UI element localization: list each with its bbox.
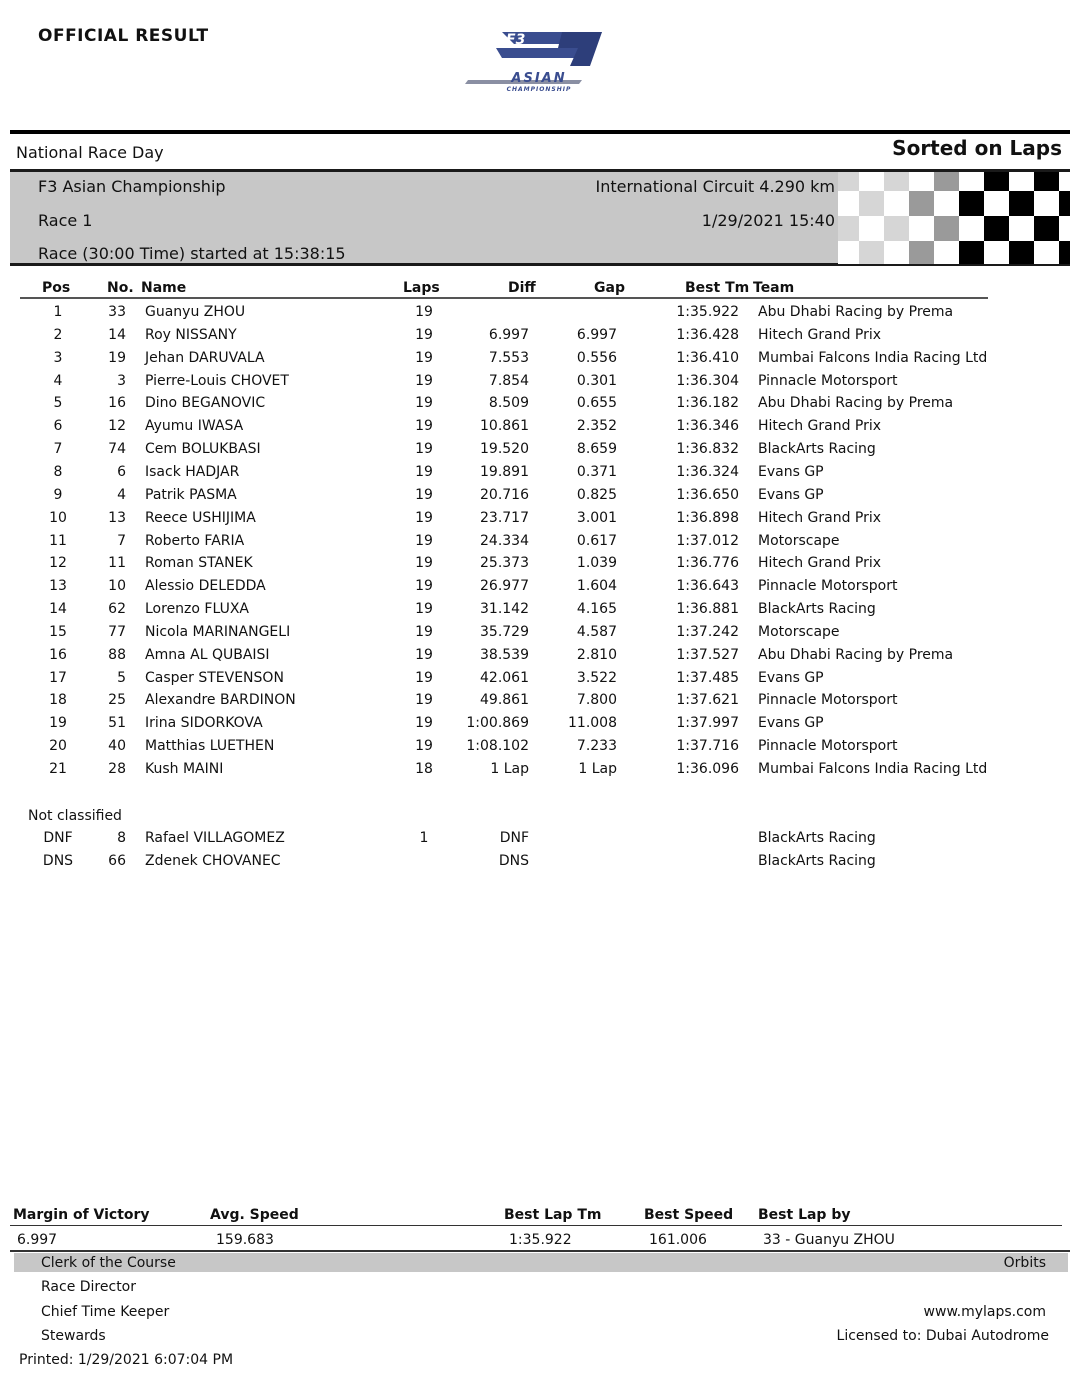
cell-team: Mumbai Falcons India Racing Ltd (758, 349, 988, 366)
cell-gap: 0.655 (576, 395, 617, 412)
cell-team: Evans GP (758, 669, 824, 686)
cell-team: Abu Dhabi Racing by Prema (758, 395, 954, 412)
cell-name: Roberto FARIA (145, 532, 245, 549)
cell-pos: 17 (49, 669, 67, 686)
cell-name: Reece USHIJIMA (145, 509, 256, 526)
cell-gap: 3.001 (576, 509, 617, 526)
cell-name: Casper STEVENSON (145, 669, 284, 686)
table-row (0, 670, 1080, 692)
cell-diff: 1:08.102 (466, 738, 529, 755)
cell-team: Abu Dhabi Racing by Prema (758, 646, 954, 663)
cell-pos: 9 (53, 486, 63, 503)
cell-best: 1:36.346 (676, 418, 739, 435)
cell-no: 77 (108, 623, 126, 640)
cell-gap: 11.008 (568, 715, 617, 732)
checker-square (884, 216, 909, 241)
cell-team: Evans GP (758, 715, 824, 732)
cell-team: Mumbai Falcons India Racing Ltd (758, 761, 988, 777)
official-result-label: OFFICIAL RESULT (38, 26, 209, 46)
cell-laps: 19 (415, 578, 433, 595)
cell-team: Hitech Grand Prix (758, 418, 882, 435)
checker-square (838, 191, 859, 216)
cell-pos: 20 (49, 738, 67, 755)
checker-square (838, 241, 859, 264)
checker-square (984, 172, 1009, 191)
cell-diff: 1 Lap (490, 761, 529, 777)
cell-no: 5 (117, 669, 126, 686)
cell-pos: 18 (49, 692, 67, 709)
cell-no: 7 (117, 532, 126, 549)
cell-best: 1:37.997 (676, 715, 739, 732)
best-lap-by-label: Best Lap by (758, 1207, 851, 1223)
checker-square (859, 241, 884, 264)
cell-pos: 11 (49, 532, 67, 549)
cell-diff: 7.553 (488, 349, 529, 366)
cell-no: 40 (108, 738, 126, 755)
cell-diff: 6.997 (488, 326, 529, 343)
cell-gap: 7.233 (576, 738, 617, 755)
checker-square (984, 191, 1009, 216)
race-datetime: 1/29/2021 15:40 (701, 211, 835, 230)
cell-diff: 19.520 (480, 441, 529, 458)
cell-pos: 7 (53, 441, 63, 458)
cell-name: Roman STANEK (145, 555, 253, 572)
cell-gap: 0.617 (576, 532, 617, 549)
cell-best: 1:36.643 (676, 578, 739, 595)
table-row (0, 350, 1080, 372)
cell-best: 1:37.242 (676, 623, 739, 640)
cell-name: Matthias LUETHEN (145, 738, 275, 755)
table-row (0, 395, 1080, 417)
cell-no: 74 (108, 441, 126, 458)
cell-laps: 19 (415, 304, 433, 320)
cell-name: Pierre-Louis CHOVET (145, 372, 289, 389)
table-row (0, 373, 1080, 395)
cell-pos: 3 (53, 349, 63, 366)
sort-label: Sorted on Laps (892, 136, 1062, 160)
logo-text: F3 (506, 32, 526, 48)
cell-name: Isack HADJAR (145, 463, 240, 480)
cell-gap: 4.165 (576, 601, 617, 618)
checker-square (884, 172, 909, 191)
cell-pos: 1 (53, 304, 63, 320)
cell-best: 1:36.898 (676, 509, 739, 526)
cell-diff: 35.729 (480, 623, 529, 640)
checker-square (959, 216, 984, 241)
cell-best: 1:37.012 (676, 532, 739, 549)
cell-gap: 0.556 (576, 349, 617, 366)
cell-pos: 6 (53, 418, 63, 435)
cell-name: Irina SIDORKOVA (145, 715, 263, 732)
cell-name: Cem BOLUKBASI (145, 441, 261, 458)
orbits-label: Orbits (1003, 1255, 1046, 1271)
race-start-info: Race (30:00 Time) started at 15:38:15 (38, 244, 346, 263)
cell-diff: DNS (498, 852, 529, 869)
cell-diff: 38.539 (480, 646, 529, 663)
cell-team: Pinnacle Motorsport (758, 578, 898, 595)
table-row (0, 464, 1080, 486)
cell-diff: 19.891 (480, 463, 529, 480)
cell-name: Guanyu ZHOU (145, 304, 246, 320)
cell-team: Pinnacle Motorsport (758, 738, 898, 755)
cell-best: 1:37.621 (676, 692, 739, 709)
table-row (0, 441, 1080, 463)
cell-team: BlackArts Racing (758, 830, 876, 846)
table-row (0, 510, 1080, 532)
cell-team: BlackArts Racing (758, 441, 876, 458)
cell-team: Hitech Grand Prix (758, 509, 882, 526)
cell-diff: DNF (499, 830, 529, 846)
cell-diff: 25.373 (480, 555, 529, 572)
cell-pos: 4 (53, 372, 63, 389)
cell-no: 14 (108, 326, 126, 343)
cell-best: 1:36.182 (676, 395, 739, 412)
cell-best: 1:37.527 (676, 646, 739, 663)
cell-no: 88 (108, 646, 126, 663)
cell-best: 1:36.410 (676, 349, 739, 366)
cell-laps: 19 (415, 623, 433, 640)
cell-pos: 21 (49, 761, 67, 777)
cell-name: Kush MAINI (145, 761, 224, 777)
table-row (0, 738, 1080, 760)
cell-team: Motorscape (758, 532, 840, 549)
cell-gap: 6.997 (576, 326, 617, 343)
cell-diff: 42.061 (480, 669, 529, 686)
cell-pos: 8 (53, 463, 63, 480)
cell-team: Evans GP (758, 463, 824, 480)
logo-subtitle (484, 71, 594, 93)
checker-square (934, 241, 959, 264)
cell-gap: 4.587 (576, 623, 617, 640)
race-director: Race Director (41, 1279, 136, 1295)
best-lap-label: Best Lap Tm (504, 1207, 602, 1223)
table-row (0, 533, 1080, 555)
cell-name: Roy NISSANY (145, 326, 237, 343)
checker-square (984, 216, 1009, 241)
cell-name: Lorenzo FLUXA (145, 601, 249, 618)
clerk-of-course: Clerk of the Course (41, 1255, 176, 1271)
checker-square (1034, 216, 1059, 241)
cell-laps: 19 (415, 555, 433, 572)
column-header-pos: Pos (42, 280, 71, 296)
cell-no: 4 (117, 486, 126, 503)
table-row (0, 578, 1080, 600)
cell-no: 25 (108, 692, 126, 709)
cell-gap: 2.352 (576, 418, 617, 435)
not-classified-title: Not classified (28, 808, 122, 824)
checkered-flag-graphic (838, 172, 1070, 264)
checker-square (1059, 241, 1070, 264)
printed-timestamp: Printed: 1/29/2021 6:07:04 PM (19, 1352, 234, 1368)
cell-laps: 19 (415, 509, 433, 526)
best-lap-by-value: 33 - Guanyu ZHOU (763, 1232, 895, 1248)
cell-team: Evans GP (758, 486, 824, 503)
checker-square (1059, 191, 1070, 216)
event-name: National Race Day (16, 143, 164, 162)
cell-pos: 12 (49, 555, 67, 572)
margin-value: 6.997 (17, 1232, 58, 1248)
checker-square (909, 191, 934, 216)
cell-laps: 1 (419, 830, 429, 846)
checker-square (1059, 172, 1070, 191)
cell-laps: 19 (415, 692, 433, 709)
cell-gap: 1.039 (576, 555, 617, 572)
table-row (0, 624, 1080, 646)
cell-team: Motorscape (758, 623, 840, 640)
cell-gap: 2.810 (576, 646, 617, 663)
cell-no: 33 (108, 304, 126, 320)
avg-speed-value: 159.683 (216, 1232, 274, 1248)
checker-square (909, 216, 934, 241)
cell-gap: 7.800 (576, 692, 617, 709)
table-row (0, 304, 1080, 326)
checker-square (1034, 191, 1059, 216)
cell-best: 1:36.096 (676, 761, 739, 777)
table-row (0, 418, 1080, 440)
checker-square (934, 216, 959, 241)
race-name: Race 1 (38, 211, 93, 230)
column-header-no: No. (107, 280, 134, 296)
checker-square (934, 191, 959, 216)
checker-square (838, 216, 859, 241)
cell-no: 11 (108, 555, 126, 572)
margin-label: Margin of Victory (13, 1207, 150, 1223)
cell-best: 1:36.776 (676, 555, 739, 572)
checker-square (884, 191, 909, 216)
checker-square (1009, 216, 1034, 241)
cell-name: Amna AL QUBAISI (145, 646, 270, 663)
table-row (0, 692, 1080, 714)
cell-no: 16 (108, 395, 126, 412)
cell-team: Abu Dhabi Racing by Prema (758, 304, 954, 320)
table-row (0, 487, 1080, 509)
cell-no: 13 (108, 509, 126, 526)
cell-gap: 3.522 (576, 669, 617, 686)
table-row (0, 761, 1080, 783)
cell-no: 28 (108, 761, 126, 777)
cell-laps: 19 (415, 669, 433, 686)
cell-name: Alessio DELEDDA (145, 578, 266, 595)
cell-laps: 19 (415, 715, 433, 732)
best-speed-value: 161.006 (649, 1232, 707, 1248)
cell-laps: 19 (415, 418, 433, 435)
cell-name: Rafael VILLAGOMEZ (145, 830, 285, 846)
checker-square (1034, 172, 1059, 191)
cell-diff: 49.861 (480, 692, 529, 709)
checker-square (1009, 241, 1034, 264)
cell-no: 8 (117, 830, 126, 846)
checker-square (859, 191, 884, 216)
checker-square (984, 241, 1009, 264)
cell-diff: 23.717 (480, 509, 529, 526)
cell-no: 19 (108, 349, 126, 366)
checker-square (959, 191, 984, 216)
cell-pos: DNF (43, 830, 73, 846)
cell-name: Alexandre BARDINON (145, 692, 296, 709)
column-header-laps: Laps (403, 280, 440, 296)
cell-gap: 0.301 (576, 372, 617, 389)
cell-best: 1:37.485 (676, 669, 739, 686)
stewards: Stewards (41, 1328, 106, 1344)
cell-pos: 2 (53, 326, 63, 343)
cell-name: Patrik PASMA (145, 486, 237, 503)
table-row (0, 601, 1080, 623)
checker-square (909, 241, 934, 264)
checker-square (1059, 216, 1070, 241)
cell-pos: 5 (53, 395, 63, 412)
cell-no: 66 (108, 852, 126, 869)
cell-laps: 18 (415, 761, 433, 777)
cell-laps: 19 (415, 532, 433, 549)
cell-team: BlackArts Racing (758, 852, 876, 869)
table-row (0, 715, 1080, 737)
circuit-info: International Circuit 4.290 km (595, 177, 835, 196)
cell-best: 1:36.881 (676, 601, 739, 618)
cell-team: Hitech Grand Prix (758, 555, 882, 572)
cell-pos: 19 (49, 715, 67, 732)
checker-square (1009, 191, 1034, 216)
top-rule (10, 130, 1070, 134)
checker-square (1034, 241, 1059, 264)
cell-laps: 19 (415, 326, 433, 343)
cell-no: 12 (108, 418, 126, 435)
cell-team: Hitech Grand Prix (758, 326, 882, 343)
checker-square (884, 241, 909, 264)
cell-team: Pinnacle Motorsport (758, 692, 898, 709)
championship-name: F3 Asian Championship (38, 177, 226, 196)
cell-laps: 19 (415, 395, 433, 412)
cell-team: Pinnacle Motorsport (758, 372, 898, 389)
cell-no: 51 (108, 715, 126, 732)
f3-asian-championship-logo (462, 30, 607, 93)
best-lap-value: 1:35.922 (509, 1232, 572, 1248)
cell-team: BlackArts Racing (758, 601, 876, 618)
cell-no: 10 (108, 578, 126, 595)
cell-diff: 31.142 (480, 601, 529, 618)
cell-no: 6 (117, 463, 126, 480)
cell-pos: DNS (42, 852, 74, 869)
cell-diff: 26.977 (480, 578, 529, 595)
table-row (0, 647, 1080, 669)
summary-rule (10, 1225, 1062, 1226)
checker-square (959, 241, 984, 264)
cell-gap: 1.604 (576, 578, 617, 595)
header-rule (20, 297, 988, 299)
logo-subtitle-line2: CHAMPIONSHIP (506, 86, 572, 93)
cell-best: 1:36.324 (676, 463, 739, 480)
cell-laps: 19 (415, 349, 433, 366)
checker-square (859, 216, 884, 241)
cell-diff: 7.854 (488, 372, 529, 389)
licensed-to: Licensed to: Dubai Autodrome (836, 1328, 1049, 1344)
cell-no: 3 (117, 372, 126, 389)
cell-best: 1:36.304 (676, 372, 739, 389)
table-row (0, 853, 1080, 875)
table-row (0, 327, 1080, 349)
cell-best: 1:36.832 (676, 441, 739, 458)
column-header-gap: Gap (594, 280, 625, 296)
best-speed-label: Best Speed (644, 1207, 734, 1223)
cell-gap: 8.659 (576, 441, 617, 458)
column-header-team: Team (753, 280, 795, 296)
cell-gap: 1 Lap (578, 761, 617, 777)
cell-laps: 19 (415, 738, 433, 755)
cell-no: 62 (108, 601, 126, 618)
cell-diff: 10.861 (480, 418, 529, 435)
cell-diff: 8.509 (488, 395, 529, 412)
table-row (0, 830, 1080, 852)
cell-diff: 24.334 (480, 532, 529, 549)
column-header-diff: Diff (508, 280, 536, 296)
logo-subtitle-line1: ASIAN (511, 71, 567, 86)
website-link[interactable]: www.mylaps.com (923, 1304, 1046, 1320)
column-header-name: Name (141, 280, 187, 296)
table-row (0, 555, 1080, 577)
cell-name: Zdenek CHOVANEC (145, 852, 281, 869)
cell-laps: 19 (415, 463, 433, 480)
avg-speed-label: Avg. Speed (210, 1207, 299, 1223)
cell-best: 1:36.428 (676, 326, 739, 343)
chief-time-keeper: Chief Time Keeper (41, 1304, 170, 1320)
cell-pos: 13 (49, 578, 67, 595)
cell-laps: 19 (415, 372, 433, 389)
cell-name: Ayumu IWASA (145, 418, 244, 435)
cell-name: Dino BEGANOVIC (145, 395, 266, 412)
cell-pos: 14 (49, 601, 67, 618)
cell-best: 1:37.716 (676, 738, 739, 755)
cell-pos: 10 (49, 509, 67, 526)
cell-laps: 19 (415, 486, 433, 503)
cell-gap: 0.371 (576, 463, 617, 480)
checker-square (934, 172, 959, 191)
checker-square (838, 172, 859, 191)
cell-laps: 19 (415, 601, 433, 618)
cell-best: 1:35.922 (676, 304, 739, 320)
summary-bottom-rule (10, 1250, 1070, 1252)
cell-name: Jehan DARUVALA (145, 349, 265, 366)
cell-diff: 20.716 (480, 486, 529, 503)
checkered-flag-icon (838, 172, 1070, 264)
cell-pos: 15 (49, 623, 67, 640)
cell-laps: 19 (415, 646, 433, 663)
checker-square (909, 172, 934, 191)
cell-name: Nicola MARINANGELI (145, 623, 291, 640)
checker-square (859, 172, 884, 191)
checker-square (959, 172, 984, 191)
cell-diff: 1:00.869 (466, 715, 529, 732)
column-header-best-time: Best Tm (685, 280, 750, 296)
cell-best: 1:36.650 (676, 486, 739, 503)
cell-gap: 0.825 (576, 486, 617, 503)
cell-pos: 16 (49, 646, 67, 663)
checker-square (1009, 172, 1034, 191)
cell-laps: 19 (415, 441, 433, 458)
